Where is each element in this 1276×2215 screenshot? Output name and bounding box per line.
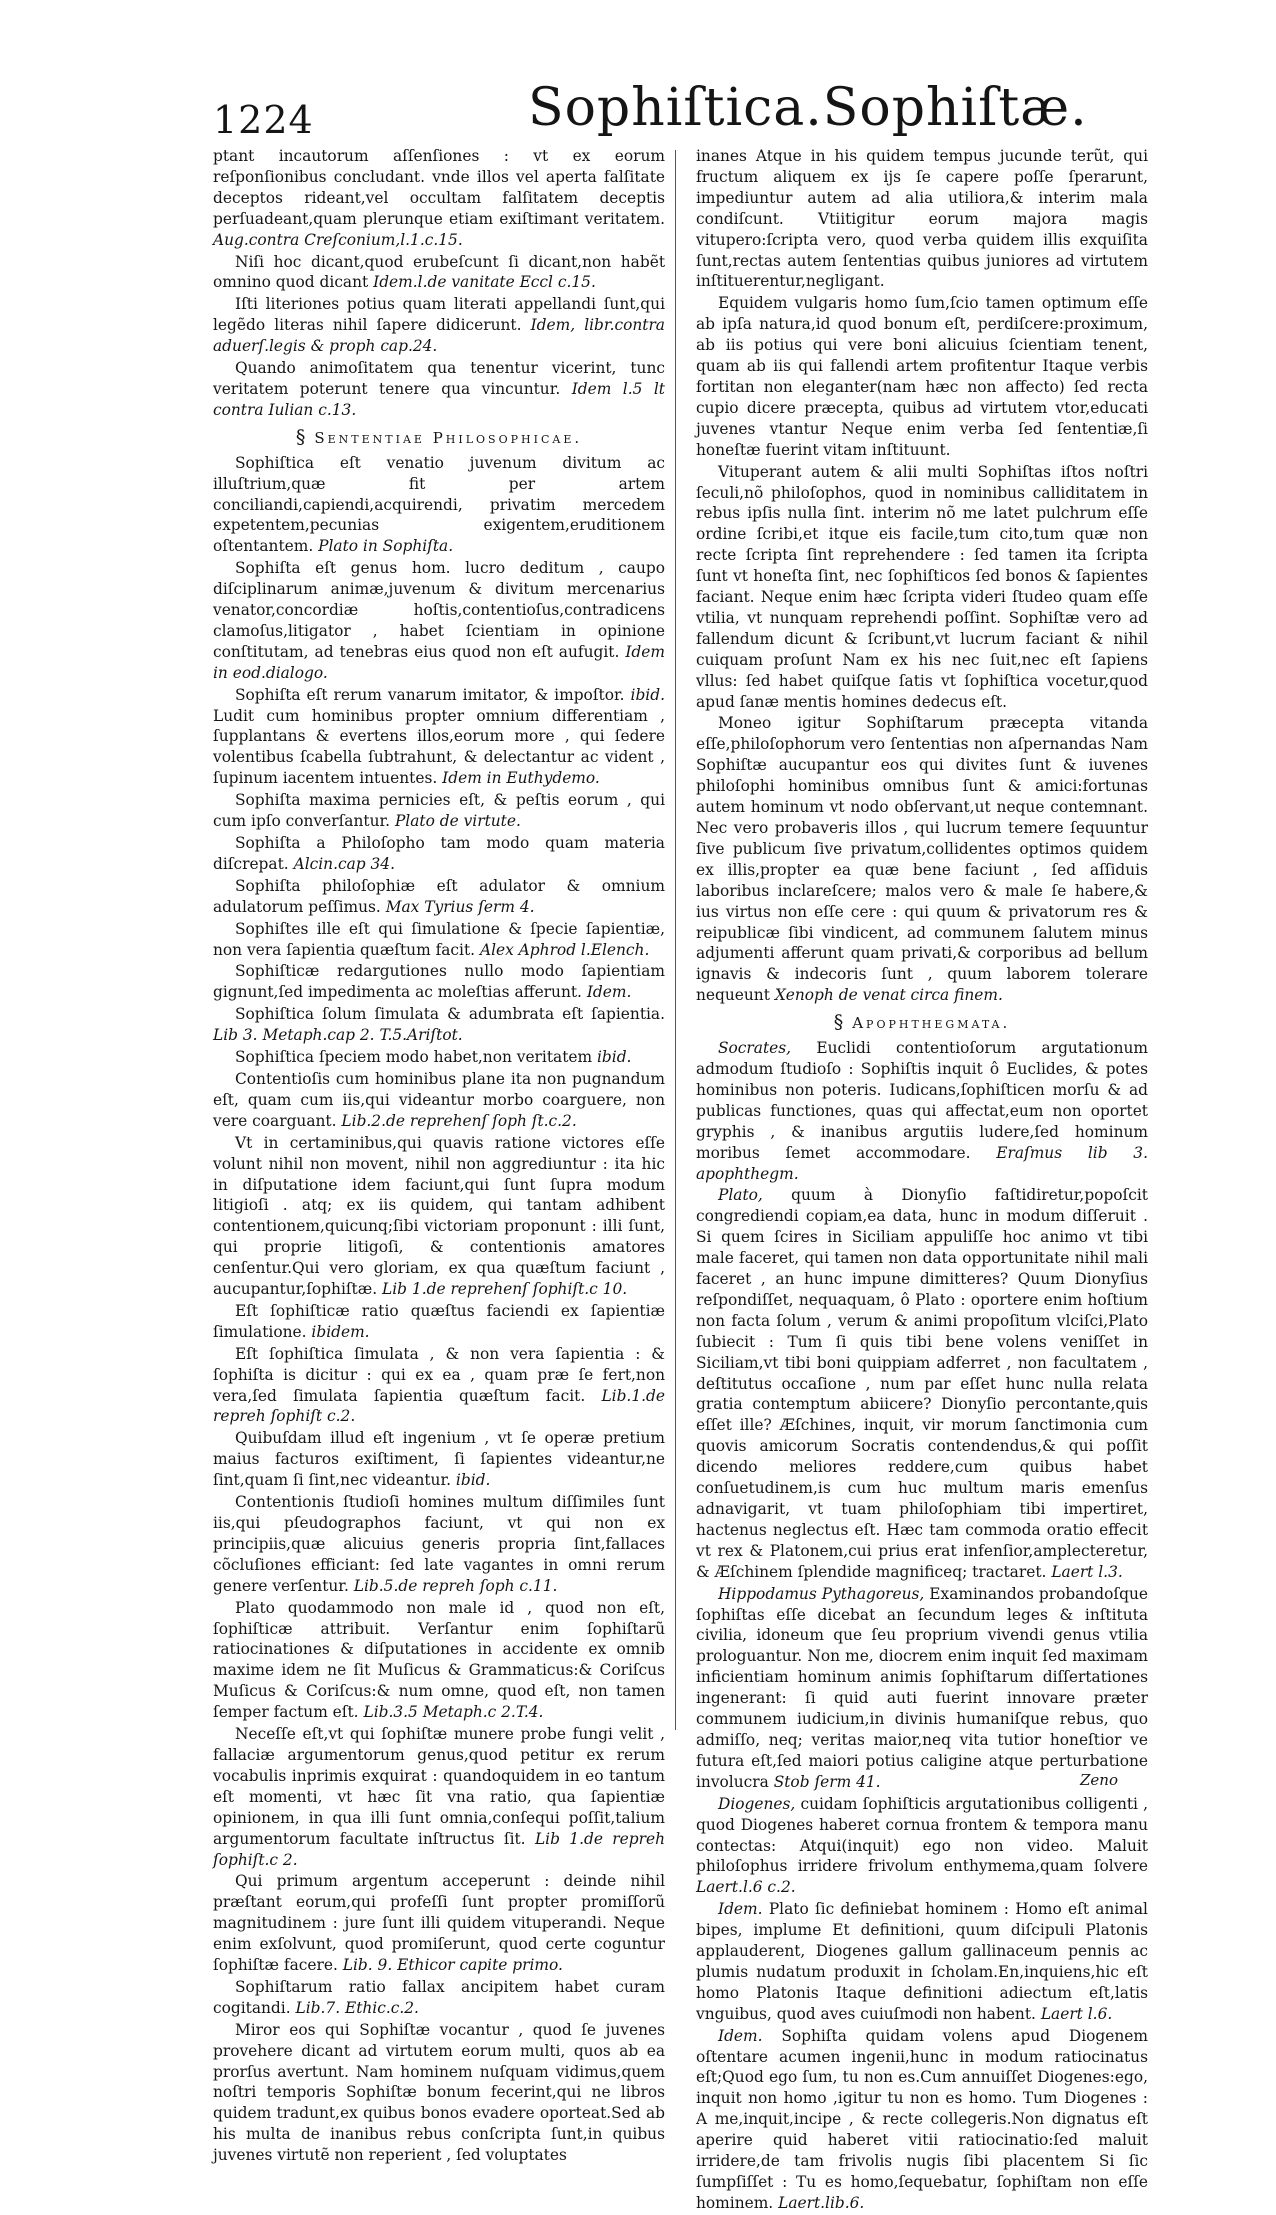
paragraph: Sophiſtica eſt venatio juvenum divitum ac illuſtrium,quæ fit per artem conciliandi,capiendi,acquirendi, privatim mercedem expetentem,pecunias exigentem,eruditionem oſtentantem. Plato in Sophiſta. (213, 453, 665, 556)
paragraph: Sophiſta eſt genus hom. lucro deditum , caupo diſciplinarum animæ,juvenum & divitum mercenarius venator,concordiæ hoſtis,contentioſus,contradicens clamoſus,litigator , habet ſcientiam in opinione conſtitutam, ad tenebras eius quod non eſt aufugit. Idem in eod.dialogo. (213, 559, 665, 682)
citation: Lib.5.de repreh ſoph c.11. (353, 1576, 558, 1595)
speaker-name: Hippodamus Pythagoreus, (718, 1584, 925, 1603)
left-column (213, 146, 665, 2167)
paragraph: Sophiſtarum ratio fallax ancipitem habet curam cogitandi. Lib.7. Ethic.c.2. (213, 1977, 665, 2017)
citation: Idem, libr.contra aduerſ.legis & proph cap.24. (213, 316, 665, 356)
citation: Lib.1.de repreh ſophiſt c.2. (213, 1386, 665, 1426)
paragraph: Quando animoſitatem qua tenentur vicerint, tunc veritatem poterunt tenere qua vincuntur. Idem l.5 lt contra Iulian c.13. (213, 359, 665, 419)
speaker-name: Plato, (718, 1186, 763, 1205)
paragraph: Quibuſdam illud eſt ingenium , vt ſe operæ pretium maius facturos exiſtiment, ſi ſapientes videantur,ne ſint,quam ſi ſint,nec videantur. ibid. (213, 1429, 665, 1490)
citation: Plato de virtute. (394, 812, 521, 831)
catchword: Zeno (1080, 1771, 1118, 1789)
paragraph: Plato quodammodo non male id , quod non eſt, ſophiſticæ attribuit. Verſantur enim ſophiſtarũ ratiocinationes & diſputationes in accidente ex omnib maxime idem ne ſit Muſicus & Grammaticus:& Coriſcus Muſicus & Coriſcus:& num omne, quod eſt, non tamen ſemper factum eſt. Lib.3.5 Metaph.c 2.T.4. (213, 1598, 665, 1722)
citation: Alex Aphrod l.Elench. (479, 940, 650, 959)
running-head-title: Sophiſtica.Sophiſtæ. (528, 78, 1088, 138)
section-mark-icon: § (833, 1011, 847, 1034)
paragraph: Qui primum argentum acceperunt : deinde nihil præſtant eorum,qui profeſſi ſunt propter promiſſorũ magnitudinem : jure ſunt illi quidem vituperandi. Neque enim exſolvunt, quod promiſerunt, quod certe coguntur ſophiſtæ facere. Lib. 9. Ethicor capite primo. (213, 1872, 665, 1975)
paragraph: Moneo igitur Sophiſtarum præcepta vitanda eſſe,philoſophorum vero ſententias non aſpernandas Nam Sophiſtæ aucupantur eos qui divites ſunt & iuvenes philoſophi hominibus omnibus ſunt & amici:fortunas autem hominum vt nodo obſervant,ut neque contemnant. Nec vero probaveris illos , qui lucrum temere ſequuntur ſive publicum ſive privatum,collidentes optimos quidem ex illis,propter ea quæ bene faciunt , ſed aſſiduis laboribus inclareſcere; malos vero & male ſe habere,& ius virtus non eſſe cere : qui quum & privatorum res & reipublicæ ſibi vindicent, ad communem ſalutem minus adjumenti afferunt quam privati,& corporibus ad bellum ignavis & indecoris ſunt , quum laborem tolerare nequeunt Xenoph de venat circa finem. (696, 714, 1148, 1005)
citation: Aug.contra Creſconium,l.1.c.15. (213, 230, 463, 249)
paragraph: Miror eos qui Sophiſtæ vocantur , quod ſe juvenes provehere dicant ad virtutem eorum multi, quos ab ea prorſus avertunt. Nam hominem nuſquam vidimus,quem noſtri temporis Sophiſtæ bonum fecerint,qui ne libros quidem tradunt,ex quibus bonos evadere oporteat.Sed ab his multa de inanibus rebus conſcripta ſunt,in quibus juvenes virtutẽ non reperient , ſed voluptates (213, 2020, 665, 2165)
paragraph: Sophiſta maxima pernicies eſt, & peſtis eorum , qui cum ipſo converſantur. Plato de virtute. (213, 791, 665, 831)
citation: Lib. 9. Ethicor capite primo. (342, 1956, 563, 1975)
page-number: 1224 (213, 98, 314, 142)
paragraph: Niſi hoc dicant,quod erubeſcunt ſi dicant,non habẽt omnino quod dicant Idem.l.de vanitate Eccl c.15. (213, 252, 665, 292)
citation: ibid. (630, 685, 665, 704)
citation: Lib 1.de repreh ſophiſt.c 2. (213, 1829, 665, 1869)
citation: Eraſmus lib 3. apophthegm. (696, 1143, 1148, 1183)
paragraph: Idem. Plato ſic definiebat hominem : Homo eſt animal bipes, implume Et definitioni, quum diſcipuli Platonis applauderent, Diogenes gallum gallinaceum pennis ac plumis nudatum produxit in ſcholam.En,inquiens,hic eſt homo Platonis Itaque definitioni adiectum eſt,latis vnguibus, quod aves cuiuſmodi non habent. Laert l.6. (696, 1900, 1148, 2023)
citation: ibid. (455, 1471, 491, 1490)
citation: Laert.l.6 c.2. (696, 1878, 796, 1897)
citation: Idem in eod.dialogo. (213, 642, 665, 682)
citation: Laert l.6. (1040, 2004, 1113, 2023)
citation: Stob ſerm 41. (773, 1772, 881, 1791)
citation: Plato in Sophiſta. (318, 537, 454, 556)
speaker-name: Idem. (718, 1900, 763, 1919)
citation: Lib 1.de reprehenſ ſophiſt.c 10. (382, 1280, 628, 1299)
paragraph: Vituperant autem & alii multi Sophiſtas iſtos noſtri ſeculi,nõ philoſophos, quod in nominibus calliditatem in rebus ipſis nulla ſint. interim nõ me latet pulchrum eſſe ordine ſcribi,et itque eis facile,tum cito,tum quæ non recte ſcripta ſint reprehendere : ſed tamen ita ſcripta ſunt vt honeſta ſint, nec ſophiſticos ſed bonos & ſapientes faciant. Neque enim hæc ſcripta videri ſtudeo quam eſſe vtilia, vt nunquam reprehendi poſſint. Sophiſtæ vero ad fallendum dicunt & ſcribunt,vt lucrum faciant & nihil cuiquam proſunt Nam ex his nec ſuit,nec eſt ſapiens vllus: ſed habet quiſque ſatis vt ſophiſtica vocetur,quod apud ſanæ mentis homines dedecus eſt. (696, 462, 1148, 711)
paragraph: Sophiſta a Philoſopho tam modo quam materia diſcrepat. Alcin.cap 34. (213, 834, 665, 873)
citation: Xenoph de venat circa finem. (774, 986, 1003, 1005)
citation: Lib 3. Metaph.cap 2. T.5.Ariſtot. (213, 1026, 463, 1045)
citation: Lib.3.5 Metaph.c 2.T.4. (363, 1703, 544, 1722)
paragraph: Sophiſtica ſolum ſimulata & adumbrata eſt ſapientia. Lib 3. Metaph.cap 2. T.5.Ariſtot. (213, 1005, 665, 1045)
citation: Lib.7. Ethic.c.2. (295, 1998, 419, 2017)
paragraph: Idem. Sophiſta quidam volens apud Diogenem oſtentare acumen ingenii,hunc in modum ratiocinatus eſt;Quod ego ſum, tu non es.Cum annuiſſet Diogenes:ego, inquit non homo ,igitur tu non es homo. Tum Diogenes : A me,inquit,incipe , & recte collegeris.Non dignatus eſt aperire quid haberet vitii ratiocinatio:ſed maluit irridere,de tam frivolis nugis ſibi placentem Si ſic ſumpſiſſet : Tu es homo,ſequebatur, ſophiſtam non eſſe hominem. Laert.lib.6. (696, 2026, 1148, 2212)
citation: Alcin.cap 34. (293, 854, 395, 873)
column-divider (675, 150, 676, 1730)
speaker-name: Diogenes, (718, 1794, 796, 1813)
speaker-name: Idem. (718, 2026, 763, 2045)
paragraph: Equidem vulgaris homo ſum,ſcio tamen optimum eſſe ab ipſa natura,id quod bonum eſt, perdiſcere:proximum, ab iis potius qui vere boni alicuius ſcientiam tenent, quam ab iis qui fallendi artem profitentur Itaque verbis fortitan non eleganter(nam hæc non affecto) ſed recta cupio dicere præcepta, quibus ad virtutem vtor,educati juvenes vtantur Neque enim verba ſed ſententiæ,ſi honeſtæ fuerint vitam inſtituunt. (696, 294, 1148, 459)
paragraph: ptant incautorum aſſenſiones : vt ex eorum reſponſionibus concludant. vnde illos vel aperta falſitate deceptos rideant,vel occultam falſitatem deceptis perſuadeant,quam plerunque etiam exiſtimant veritatem. Aug.contra Creſconium,l.1.c.15. (213, 147, 665, 249)
section-mark-icon: § (295, 425, 309, 448)
paragraph: Sophiſtes ille eſt qui ſimulatione & ſpecie ſapientiæ, non vera ſapientia quæſtum facit. Alex Aphrod l.Elench. (213, 919, 665, 959)
paragraph: Diogenes, cuidam ſophiſticis argutationibus colligenti , quod Diogenes haberet cornua frontem & tempora manu contectas: Atqui(inquit) ego non video. Maluit philoſophus irridere frivolum enthymema,quam ſolvere Laert.l.6 c.2. (696, 1794, 1148, 1897)
paragraph: Neceſſe eſt,vt qui ſophiſtæ munere probe fungi velit , fallaciæ argumentorum genus,quod petitur ex rerum vocabulis inprimis exquirat : quandoquidem in eo tantum eſt momenti, vt hæc ſit vna ratio, qua ſapientiæ opinionem, in qua illi ſunt omnia,conſequi poſſit,talium argumentorum facultate inſtructus ſit. Lib 1.de repreh ſophiſt.c 2. (213, 1725, 665, 1869)
paragraph: Sophiſticæ redargutiones nullo modo ſapientiam gignunt,ſed impedimenta ac moleſtias afferunt. Idem. (213, 962, 665, 1002)
section-heading: § Sententiae Philosophicae. (295, 425, 583, 448)
section-heading: § Apophthegmata. (833, 1011, 1011, 1034)
paragraph: Contentioſis cum hominibus plane ita non pugnandum eſt, quam cum iis,qui videantur morbo coarguere, non vere coarguant. Lib.2.de reprehenſ ſoph ſt.c.2. (213, 1069, 665, 1130)
citation: Idem l.5 lt contra Iulian c.13. (213, 379, 665, 419)
citation: Max Tyrius ſerm 4. (385, 897, 535, 916)
citation: Laert.lib.6. (778, 2193, 865, 2212)
citation: Idem.l.de vanitate Eccl c.15. (373, 273, 596, 292)
citation: Lib.2.de reprehenſ ſoph ſt.c.2. (341, 1111, 577, 1130)
citation: ibidem. (311, 1322, 370, 1341)
paragraph: Eſt ſophiſtica ſimulata , & non vera ſapientia : & ſophiſta is dicitur : qui ex ea , quam præ ſe fert,non vera,ſed ſimulata ſapientia quæſtum facit. Lib.1.de repreh ſophiſt c.2. (213, 1344, 665, 1426)
paragraph: Plato, quum à Dionyſio faſtidiretur,popoſcit congrediendi copiam,ea data, hunc in modum diſſeruit . Si quem ſcires in Siciliam appuliſſe hoc animo vt tibi male faceret, qui tamen non data opportunitate nihil mali faceret , an hunc impune dimitteres? Quum Dionyſius reſpondiſſet, nequaquam, ô Plato : oportere enim hoſtium non facta ſolum , verum & animi propoſitum vlciſci,Plato ſubiecit : Tum ſi quis tibi bene volens veniſſet in Siciliam,vt tibi boni quippiam adferret , non facultatem , deſtitutus occaſione , num par eſſet hunc nulla relata gratia contemptum abiicere? Dionyſio percontante,quis eſſet ille? Æſchines, inquit, vir morum ſanctimonia cum quovis amicorum Socratis contendendus,& qui poſſit dicendo meliores reddere,cum quibus habet conſuetudinem,is cum huc multum maris emenſus adnavigarit, vt tuam philoſophiam tibi impertiret, hactenus neglectus eſt. Hæc tam commoda oratio effecit vt rex & Platonem,cui prius erat infenſior,amplecteretur, & Æſchinem ſplendide magnificeq; tractaret. Laert l.3. (696, 1186, 1148, 1581)
paragraph: Sophiſta philoſophiæ eſt adulator & omnium adulatorum peſſimus. Max Tyrius ſerm 4. (213, 876, 665, 916)
paragraph: Contentionis ſtudioſi homines multum diſſimiles ſunt iis,qui pſeudographos faciunt, vt qui non ex principiis,quæ alicuius generis propria ſint,fallaces cõcluſiones efficiant: ſed late vagantes in omni rerum genere verſentur. Lib.5.de repreh ſoph c.11. (213, 1493, 665, 1595)
paragraph: Sophiſta eſt rerum vanarum imitator, & impoſtor. ibid. Ludit cum hominibus propter omnium differentiam , ſupplantans & evertens illos,eorum more , qui ſedere volentibus ſcabella ſubtrahunt, & delectantur ac vident , ſupinum iacentem intuentes. Idem in Euthydemo. (213, 685, 665, 788)
paragraph: Socrates, Euclidi contentioſorum argutationum admodum ſtudioſo : Sophiſtis inquit ô Euclides, & potes hominibus non poteris. Iudicans,ſophiſticen morſu & ad publicas functiones, quas qui affectat,eum non oportet gryphis , & inanibus argutiis ludere,ſed hominum moribus ſemet accommodare. Eraſmus lib 3. apophthegm. (696, 1039, 1148, 1183)
paragraph: Eſt ſophiſticæ ratio quæſtus faciendi ex ſapientiæ ſimulatione. ibidem. (213, 1301, 665, 1341)
paragraph: Iſti literiones potius quam literati appellandi ſunt,qui legẽdo literas nihil ſapere didicerunt. Idem, libr.contra aduerſ.legis & proph cap.24. (213, 295, 665, 356)
paragraph: Sophiſtica ſpeciem modo habet,non veritatem ibid. (235, 1048, 632, 1067)
paragraph: Vt in certaminibus,qui quavis ratione victores eſſe volunt nihil non movent, nihil non aggrediuntur : ita hic in diſputatione idem faciunt,qui ſunt ſupra modum litigioſi . atq; ex iis quidem, qui tantam adhibent contentionem,quicunq;ſibi victoriam proponunt : illi ſunt, qui proprie litigoſi, & contentionis amatores cenſentur.Qui vero gloriam, ex qua quæſtum faciunt , aucupantur,ſophiſtæ. Lib 1.de reprehenſ ſophiſt.c 10. (213, 1133, 665, 1299)
paragraph: inanes Atque in his quidem tempus jucunde terũt, qui fructum aliquem ex ijs ſe capere poſſe ſperarunt, impediuntur autem ad alia utiliora,& interim mala condiſcunt. Vtiitigitur eorum majora magis vitupero:ſcripta vero, quod verba quidem illis exquiſita ſunt,rectas autem ſententias quibus juniores ad virtutem inſtituerentur,negligant. (696, 147, 1148, 291)
right-column (696, 146, 1148, 2215)
citation: Laert l.3. (1051, 1562, 1123, 1581)
citation: Idem in Euthydemo. (442, 769, 600, 788)
citation: ibid. (597, 1048, 632, 1067)
citation: Idem. (586, 983, 632, 1002)
paragraph: Hippodamus Pythagoreus, Examinandos probandoſque ſophiſtas eſſe dicebat an ſecundum leges & inſtituta civilia, idoneum que ſeu proprium vivendi genus vtilia prologuantur. Non me, diocrem enim inquit ſed maximam inficientiam hominum animis ſophiſtarum diſſertationes ingenerant: ſi quid auti fuerint innovare præter communem iudicium,in divinis humaniſque rebus, quo admiſſo, neq; veritas maior,neq vita tutior honeſtior ve futura eſt,ſed maiori potius caligine atque perturbatione involucra Stob ſerm 41. (696, 1584, 1148, 1791)
speaker-name: Socrates, (718, 1039, 792, 1058)
